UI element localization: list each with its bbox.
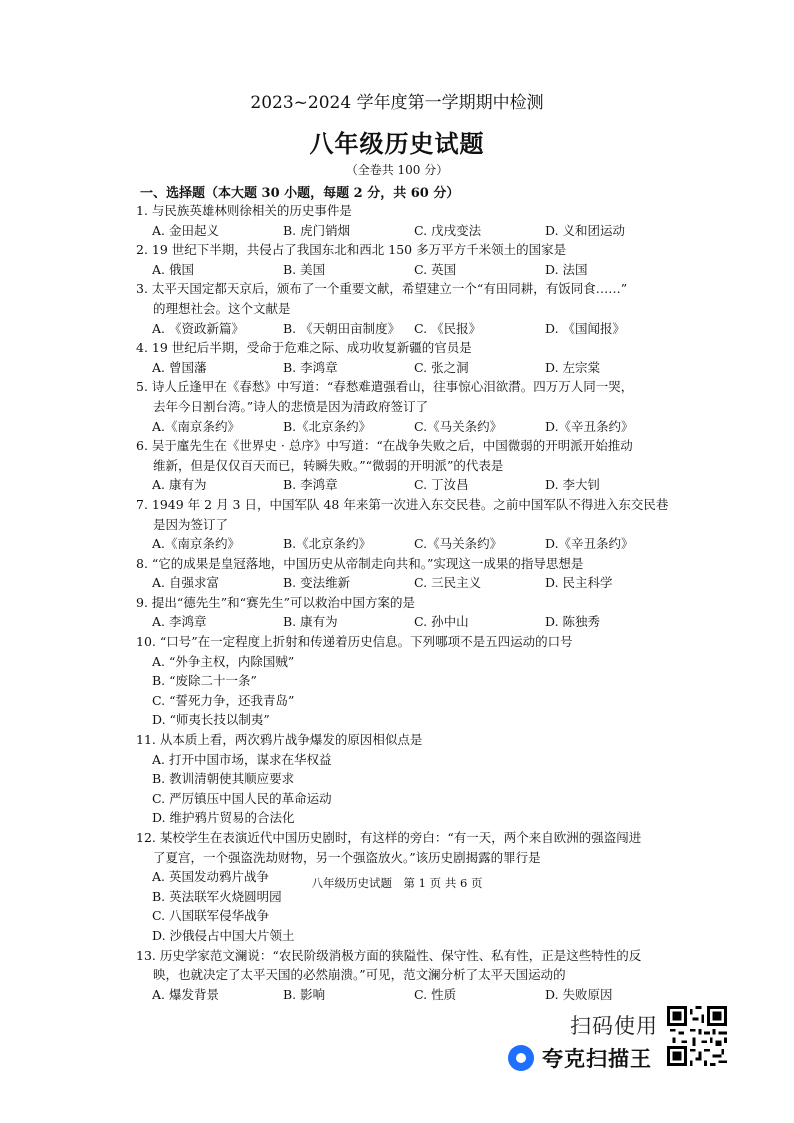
answer-option: A. 俄国 xyxy=(152,261,194,277)
question-stem: 6. 吴于廑先生在《世界史 · 总序》中写道：“在战争失败之后，中国微弱的开明派开始推动 xyxy=(136,438,633,454)
question-13 xyxy=(136,946,676,1005)
question-4 xyxy=(136,338,676,377)
answer-options xyxy=(136,573,676,593)
answer-option: B. 变法维新 xyxy=(283,575,351,591)
answer-option: B. 李鸿章 xyxy=(283,359,338,375)
answer-option: C.《马关条约》 xyxy=(414,536,503,552)
answer-option: B.《北京条约》 xyxy=(283,536,372,552)
quark-logo-icon xyxy=(508,1045,534,1071)
question-stem: 的理想社会。这个文献是 xyxy=(153,300,291,316)
answer-options xyxy=(136,612,676,632)
answer-options xyxy=(136,358,676,378)
exam-subject-title: 八年级历史试题 xyxy=(309,129,485,158)
answer-option: B. 康有为 xyxy=(283,614,338,630)
answer-option: D. 失败原因 xyxy=(545,986,613,1002)
answer-option: A. 曾国藩 xyxy=(152,359,207,375)
question-stem: 2. 19 世纪下半期，共侵占了我国东北和西北 150 多万平方千米领土的国家是 xyxy=(136,242,567,258)
question-stem: 9. 提出“德先生”和“赛先生”可以救治中国方案的是 xyxy=(136,594,415,610)
answer-option: D. 《国闻报》 xyxy=(545,320,626,336)
answer-option: C. 戊戌变法 xyxy=(414,222,482,238)
question-1 xyxy=(136,201,676,240)
question-stem: 13. 历史学家范文澜说：“农民阶级消极方面的狭隘性、保守性、私有性，正是这些特性的反 xyxy=(136,947,642,963)
question-stem: 8. “它的成果是皇冠落地，中国历史从帝制走向共和。”实现这一成果的指导思想是 xyxy=(136,555,584,571)
answer-option: D. 义和团运动 xyxy=(545,222,626,238)
answer-option: D. 法国 xyxy=(545,261,588,277)
answer-option: A. 打开中国市场，谋求在华权益 xyxy=(152,751,332,767)
question-stem: 3. 太平天国定都天京后，颁布了一个重要文献，希望建立一个“有田同耕，有饭同食……” xyxy=(136,281,628,297)
answer-option: B. 影响 xyxy=(283,986,326,1002)
answer-options xyxy=(136,475,676,495)
answer-option: A. 李鸿章 xyxy=(152,614,207,630)
section-title: 一、选择题（本大题 30 小题，每题 2 分，共 60 分） xyxy=(140,186,460,201)
answer-option: D.《辛丑条约》 xyxy=(545,536,634,552)
question-11 xyxy=(136,730,676,828)
answer-option: C. 孙中山 xyxy=(414,614,469,630)
question-stem: 11. 从本质上看，两次鸦片战争爆发的原因相似点是 xyxy=(136,732,423,748)
question-stem: 7. 1949 年 2 月 3 日，中国军队 48 年来第一次进入东交民巷。之前中国军队不得进入东交民巷 xyxy=(136,496,669,512)
question-stem: 是因为签订了 xyxy=(153,516,229,532)
answer-options xyxy=(136,260,676,280)
answer-option: A. 爆发背景 xyxy=(152,986,219,1002)
answer-option: A. 自强求富 xyxy=(152,575,219,591)
scan-slogan: 扫码使用 xyxy=(570,1014,658,1038)
answer-options xyxy=(136,750,676,828)
answer-option: C. 八国联军侵华战争 xyxy=(152,908,270,924)
answer-option: A. 英国发动鸦片战争 xyxy=(152,869,269,885)
answer-option: A. 金田起义 xyxy=(152,222,219,238)
answer-option: D. 左宗棠 xyxy=(545,359,601,375)
answer-option: B. 虎门销烟 xyxy=(283,222,351,238)
question-stem: 5. 诗人丘逢甲在《春愁》中写道：“春愁难遣强看山，往事惊心泪欲潸。四万万人同一哭， xyxy=(136,379,634,395)
page-footer: 八年级历史试题 第 1 页 共 6 页 xyxy=(311,876,483,890)
answer-options xyxy=(136,319,676,339)
question-stem: 映，也就决定了太平天国的必然崩溃。”可见，范文澜分析了太平天国运动的 xyxy=(153,967,566,983)
answer-option: D. 陈独秀 xyxy=(545,614,601,630)
question-10 xyxy=(136,632,676,730)
scanner-brand xyxy=(508,1043,652,1073)
answer-option: A. 康有为 xyxy=(152,477,207,493)
exam-term-title: 2023~2024 学年度第一学期期中检测 xyxy=(250,93,544,113)
answer-option: C. 《民报》 xyxy=(414,320,482,336)
answer-option: B. 美国 xyxy=(283,261,326,277)
answer-options xyxy=(136,221,676,241)
question-9 xyxy=(136,593,676,632)
question-7 xyxy=(136,495,676,554)
answer-options xyxy=(136,417,676,437)
answer-option: C. 性质 xyxy=(414,986,457,1002)
answer-option: A.《南京条约》 xyxy=(152,418,241,434)
answer-options xyxy=(136,985,676,1005)
answer-option: D.《辛丑条约》 xyxy=(545,418,634,434)
question-stem: 12. 某校学生在表演近代中国历史剧时，有这样的旁白：“有一天，两个来自欧洲的强盗闯进 xyxy=(136,830,642,845)
answer-option: D. “师夷长技以制夷” xyxy=(152,712,270,728)
answer-option: B. 李鸿章 xyxy=(283,477,338,493)
question-stem: 维新，但是仅仅百天而已，转瞬失败。”“微弱的开明派”的代表是 xyxy=(153,457,504,473)
question-stem: 4. 19 世纪后半期，受命于危难之际、成功收复新疆的官员是 xyxy=(136,340,472,356)
answer-option: C. 三民主义 xyxy=(414,575,482,591)
answer-option: D. 民主科学 xyxy=(545,575,613,591)
question-3 xyxy=(136,279,676,338)
answer-option: A. “外争主权，内除国贼” xyxy=(152,653,295,669)
answer-option: C. 英国 xyxy=(414,261,457,277)
question-6 xyxy=(136,436,676,495)
answer-options xyxy=(136,534,676,554)
question-stem: 了夏宫，一个强盗洗劫财物，另一个强盗放火。”该历史剧揭露的罪行是 xyxy=(153,849,541,865)
answer-option: D. 李大钊 xyxy=(545,477,601,493)
answer-option: A.《南京条约》 xyxy=(152,536,241,552)
answer-option: D. 沙俄侵占中国大片领土 xyxy=(152,927,295,943)
score-note: （全卷共 100 分） xyxy=(345,163,449,177)
question-stem: 1. 与民族英雄林则徐相关的历史事件是 xyxy=(136,203,352,218)
answer-option: D. 维护鸦片贸易的合法化 xyxy=(152,810,295,826)
brand-name: 夸克扫描王 xyxy=(542,1047,652,1071)
qr-code-icon[interactable] xyxy=(667,1006,727,1066)
answer-option: A. 《资政新篇》 xyxy=(152,320,244,336)
question-2 xyxy=(136,240,676,279)
answer-option: C. 张之洞 xyxy=(414,359,469,375)
answer-option: B. “废除二十一条” xyxy=(152,673,257,689)
answer-option: B. 英法联军火烧圆明园 xyxy=(152,888,282,904)
answer-option: C. “誓死力争，还我青岛” xyxy=(152,692,295,708)
question-8 xyxy=(136,554,676,593)
answer-option: C. 丁汝昌 xyxy=(414,477,469,493)
answer-options xyxy=(136,652,676,730)
answer-option: B.《北京条约》 xyxy=(283,418,372,434)
question-stem: 去年今日割台湾。”诗人的悲愤是因为清政府签订了 xyxy=(153,398,429,414)
answer-option: C. 严厉镇压中国人民的革命运动 xyxy=(152,790,332,806)
answer-option: C.《马关条约》 xyxy=(414,418,503,434)
question-stem: 10. “口号”在一定程度上折射和传递着历史信息。下列哪项不是五四运动的口号 xyxy=(136,634,573,650)
question-5 xyxy=(136,377,676,436)
answer-option: B. 教训清朝使其顺应要求 xyxy=(152,771,295,787)
answer-option: B. 《天朝田亩制度》 xyxy=(283,320,401,336)
